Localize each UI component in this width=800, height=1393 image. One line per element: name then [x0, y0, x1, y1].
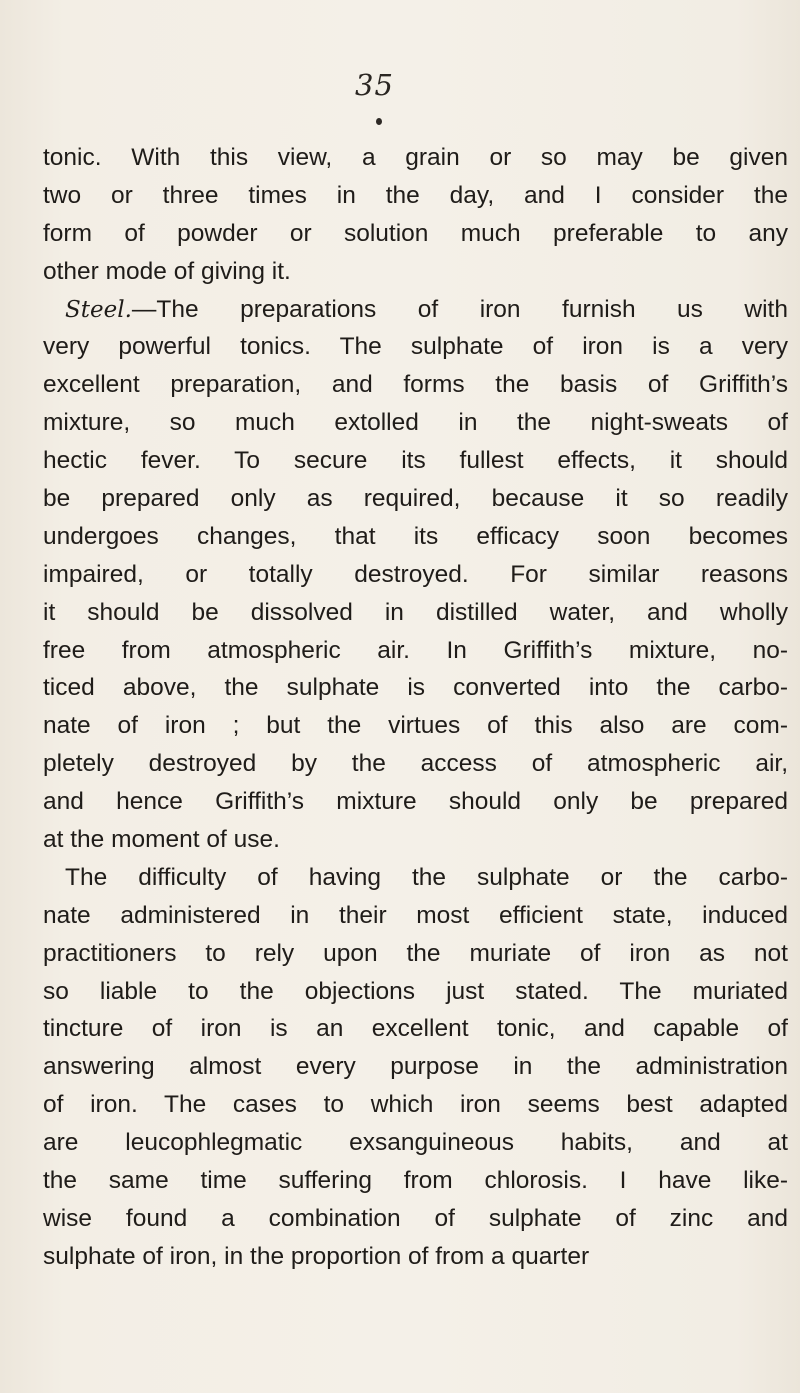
text-line: at the moment of use.: [43, 826, 280, 854]
text-line: of iron. The cases to which iron seems best adapted: [43, 1091, 788, 1119]
text-line: free from atmospheric air. In Griffith’s mixture, no-: [43, 636, 788, 664]
text-line: form of powder or solution much preferable to any: [43, 219, 788, 247]
text-line: so liable to the objections just stated. The muriated: [43, 977, 788, 1005]
text-line: hectic fever. To secure its fullest effects, it should: [43, 447, 788, 475]
text-line: are leucophlegmatic exsanguineous habits, and at: [43, 1129, 788, 1157]
text-line: wise found a combination of sulphate of zinc and: [43, 1204, 788, 1232]
text-line: pletely destroyed by the access of atmospheric air,: [43, 750, 788, 778]
text-line: undergoes changes, that its efficacy soon becomes: [43, 522, 788, 550]
text-line: two or three times in the day, and I consider the: [43, 181, 788, 209]
body-text: [43, 139, 788, 1276]
text-line: Steel.—The preparations of iron furnish us with: [65, 295, 788, 323]
text-line: it should be dissolved in distilled water, and wholly: [43, 598, 788, 626]
text-line: nate administered in their most efficient state, induced: [43, 901, 788, 929]
text-line: the same time suffering from chlorosis. I have like-: [43, 1167, 788, 1195]
text-line: tonic. With this view, a grain or so may be given: [43, 144, 788, 171]
text-line: tincture of iron is an excellent tonic, and capable of: [43, 1015, 788, 1043]
text-line: and hence Griffith’s mixture should only be prepared: [43, 788, 788, 816]
text-line: nate of iron ; but the virtues of this also are com-: [43, 712, 788, 740]
text-line: ticed above, the sulphate is converted into the carbo-: [43, 674, 788, 702]
text-line: practitioners to rely upon the muriate of iron as not: [43, 939, 788, 967]
text-line: answering almost every purpose in the administration: [43, 1053, 788, 1081]
ink-dot: [376, 118, 382, 125]
text-line: The difficulty of having the sulphate or the carbo-: [65, 863, 788, 891]
page-number: 35: [355, 68, 394, 102]
text-line: excellent preparation, and forms the basis of Griffith’s: [43, 371, 788, 399]
text-line: be prepared only as required, because it so readily: [43, 485, 788, 513]
text-line: very powerful tonics. The sulphate of iron is a very: [43, 333, 788, 361]
text-line: mixture, so much extolled in the night-sweats of: [43, 409, 788, 437]
text-line: impaired, or totally destroyed. For similar reasons: [43, 560, 788, 588]
text-line: sulphate of iron, in the proportion of from a quarter: [43, 1242, 590, 1270]
text-line: other mode of giving it.: [43, 257, 291, 285]
